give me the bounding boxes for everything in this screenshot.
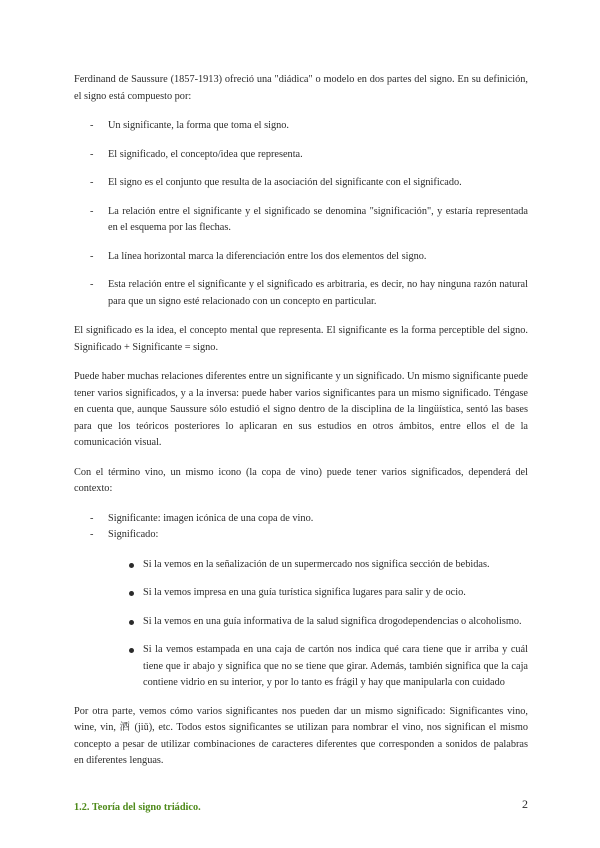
final-paragraph: Por otra parte, vemos cómo varios significantes nos pueden dar un mismo significado: Significantes vino, wine, vin, 酒 (jiǔ), etc. Todos estos significantes se utilizan para nombrar el vino, nos significan el mismo concepto a pesar de utilizar combinaciones de caracteres diferentes que corresponden a sonidos de palabras en diferentes lenguas. xyxy=(74,705,528,766)
list-item: - La relación entre el significante y el significado se denomina "significación", y estaría representada en el esquema por las flechas. xyxy=(74,204,528,237)
intro-paragraph: Ferdinand de Saussure (1857-1913) ofreció una "diádica" o modelo en dos partes del signo. En su definición, el signo está compuesto por: xyxy=(74,74,528,102)
list-item-significante: - Significante: imagen icónica de una copa de vino. xyxy=(74,511,528,528)
page-number: 2 xyxy=(522,797,528,811)
wine-meanings-list xyxy=(74,557,528,692)
meaning-item: Si la vemos impresa en una guía turística significa lugares para salir y de ocio. xyxy=(74,585,528,602)
list-item: - El significado, el concepto/idea que representa. xyxy=(74,147,528,164)
list-item: - La línea horizontal marca la diferenciación entre los dos elementos del signo. xyxy=(74,249,528,266)
page-content xyxy=(74,72,528,816)
sign-components-list xyxy=(74,118,528,310)
wine-intro-paragraph: Con el término vino, un mismo icono (la copa de vino) puede tener varios significados, dependerá del contexto: xyxy=(74,466,528,494)
meaning-item: Si la vemos estampada en una caja de cartón nos indica qué cara tiene que ir arriba y cuál tiene que ir abajo y significa que no se tiene que girar. Además, también significa que la caja contiene vidrio en su interior, y por lo tanto es frágil y hay que manipularla con cuidado xyxy=(74,642,528,692)
wine-sign-list xyxy=(74,511,528,544)
relations-paragraph: Puede haber muchas relaciones diferentes entre un significante y un significado. Un mismo significante puede tener varios significados, y a la inversa: puede haber varios significantes para un mismo significado. Téngase en cuenta que, aunque Saussure sólo estudió el signo dentro de la disciplina de la lingüística, sentó las bases para que los teóricos posteriores lo aplicaran en sus estudios en otros ámbitos, entre ellos el de la comunicación visual. xyxy=(74,371,528,448)
section-heading: 1.2. Teoría del signo triádico. xyxy=(74,801,201,813)
meaning-item: Si la vemos en la señalización de un supermercado nos significa sección de bebidas. xyxy=(74,557,528,574)
list-item: - Esta relación entre el significante y el significado es arbitraria, es decir, no hay ninguna razón natural para que un signo esté relacionado con un concepto en particular. xyxy=(74,277,528,310)
meaning-item: Si la vemos en una guía informativa de la salud significa drogodependencias o alcoholismo. xyxy=(74,614,528,631)
list-item-significado xyxy=(74,527,528,544)
list-item: - Un significante, la forma que toma el signo. xyxy=(74,118,528,135)
significado-label: Significado: xyxy=(108,529,159,540)
definition-paragraph: El significado es la idea, el concepto mental que representa. El significante es la forma perceptible del signo. Significado + Significante = signo. xyxy=(74,325,528,353)
list-item: - El signo es el conjunto que resulta de la asociación del significante con el significado. xyxy=(74,175,528,192)
